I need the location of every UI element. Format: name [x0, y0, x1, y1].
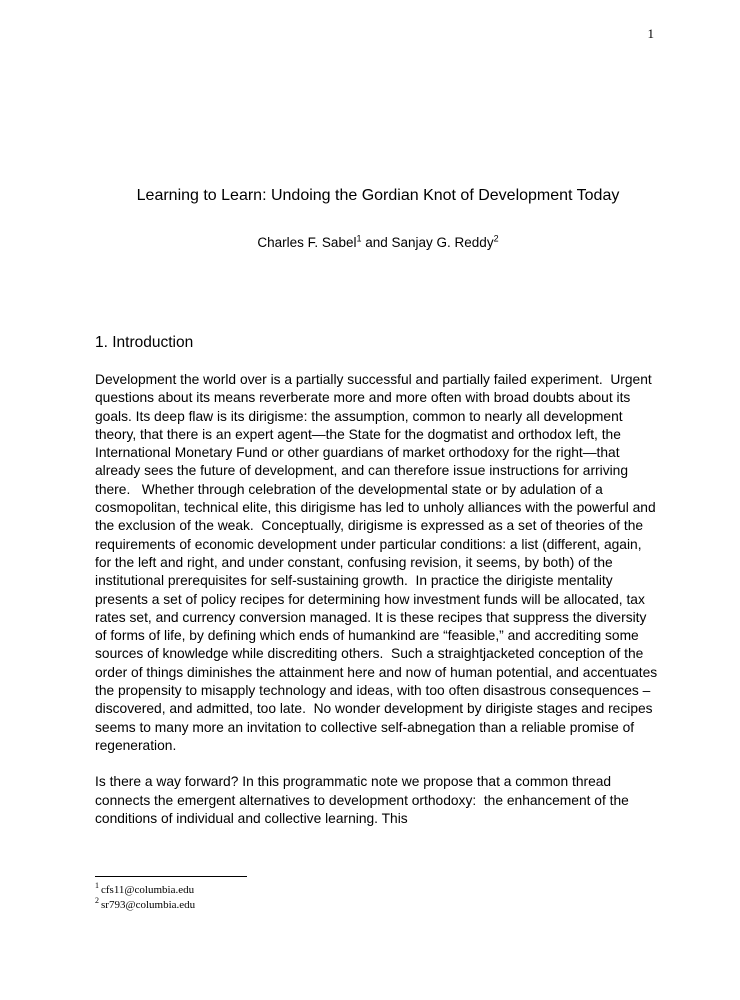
footnote-2	[95, 895, 661, 913]
footnote-1-text: cfs11@columbia.edu	[101, 884, 195, 896]
page-content	[95, 0, 661, 828]
footnotes-section	[95, 876, 661, 912]
footnote-1-marker: 1	[95, 881, 99, 891]
author-2: Sanjay G. Reddy	[391, 235, 494, 250]
page-number: 1	[647, 26, 654, 41]
author-1-footnote-marker: 1	[356, 233, 362, 244]
footnote-separator-rule	[95, 876, 247, 877]
section-heading-introduction: 1. Introduction	[95, 334, 194, 351]
author-2-footnote-marker: 2	[493, 233, 499, 244]
paragraph-2: Is there a way forward? In this programmatic note we propose that a common thread connects the emergent alternatives to development orthodoxy: the enhancement of the conditions of individual and collective learning. This	[95, 774, 633, 826]
paper-title: Learning to Learn: Undoing the Gordian Knot of Development Today	[136, 187, 620, 204]
footnote-2-marker: 2	[95, 895, 99, 905]
authors-connector: and	[361, 235, 392, 250]
paragraph-1: Development the world over is a partially successful and partially failed experiment. Urgent questions about its means reverberate more and more often with broad doubts about its goals. Its deep flaw is its dirigisme: the assumption, common to nearly all development theory, that there is an expert agent—the State for the dogmatist and orthodox left, the International Monetary Fund or other guardians of market orthodoxy for the right—that already sees the future of development, and can therefore issue instructions for arriving there. Whether through celebration of the developmental state or by adulation of a cosmopolitan, technical elite, this dirigisme has led to unholy alliances with the powerful and the exclusion of the weak. Conceptually, dirigisme is expressed as a set of theories of the requirements of economic development under particular conditions: a list (different, again, for the left and right, and under constant, confusing revision, it seems, by both) of the institutional prerequisites for self-sustaining growth. In practice the dirigiste mentality presents a set of policy recipes for determining how investment funds will be allocated, tax rates set, and currency conversion managed. It is these recipes that suppress the diversity of forms of life, by defining which ends of humankind are “feasible,” and accrediting some sources of knowledge while discrediting others. Such a straightjacketed conception of the order of things diminishes the attainment here and now of human potential, and accentuates the propensity to misapply technology and ideas, with too often disastrous consequences – discovered, and admitted, too late. No wonder development by dirigiste stages and recipes seems to many more an invitation to collective self-abnegation than a reliable promise of regeneration.	[95, 372, 662, 753]
footnote-2-text: sr793@columbia.edu	[101, 898, 196, 911]
authors-line	[95, 234, 661, 251]
author-1: Charles F. Sabel	[257, 235, 357, 250]
footnote-1	[95, 883, 661, 898]
